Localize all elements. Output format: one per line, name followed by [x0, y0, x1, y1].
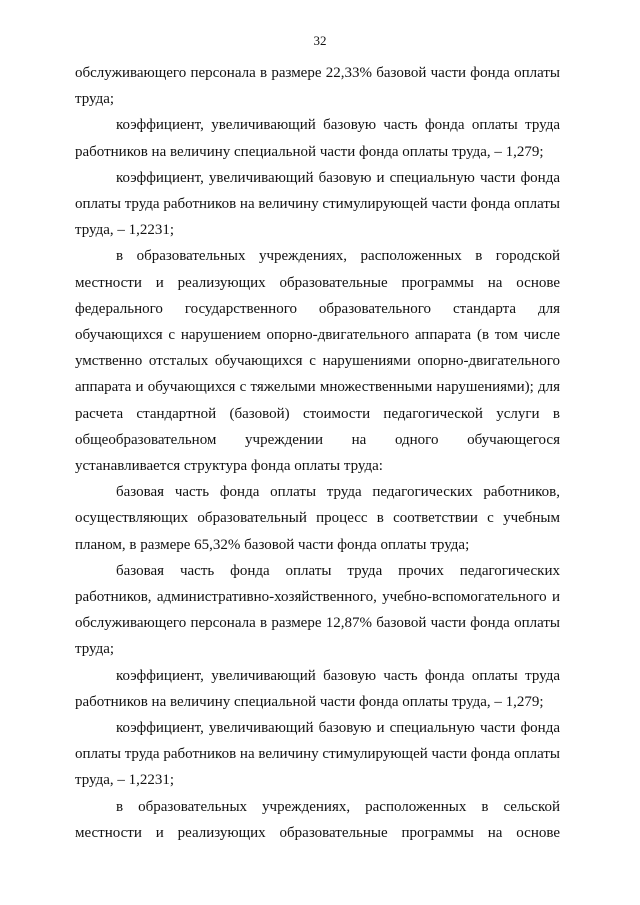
paragraph-special-coefficient: коэффициент, увеличивающий базовую часть фонда оплаты труда работников на величину специальной части фонда оплаты труда, – 1,279; [75, 117, 560, 160]
paragraph-rural-institutions: в образовательных учреждениях, расположенных в сельской местности и реализующих образовательные программы на основе [75, 798, 560, 841]
paragraph-incentive-coefficient: коэффициент, увеличивающий базовую и специальную части фонда оплаты труда работников на величину стимулирующей части фонда оплаты труда, – 1,2231; [75, 169, 560, 239]
paragraph-teaching-staff-share: базовая часть фонда оплаты труда педагогических работников, осуществляющих образовательный процесс в соответствии с учебным планом, в размере 65,32% базовой части фонда оплаты труда; [75, 484, 560, 553]
paragraph-other-staff-share: базовая часть фонда оплаты труда прочих педагогических работников, административно-хозяйственного, учебно-вспомогательного и обслуживающего персонала в размере 12,87% базовой части фонда оплаты труда; [75, 562, 560, 658]
paragraph-urban-institutions: в образовательных учреждениях, расположенных в городской местности и реализующих образовательные программы на основе федерального государственного образовательного стандарта для обучающихся с нарушением опорно-двигательного аппарата (в том числе умственно отсталых обучающихся с нарушениями опорно-двигательного аппарата и обучающихся с тяжелыми множественными нарушениями); для расчета стандартной (базовой) стоимости педагогической услуги в общеобразовательном учреждении на одного обучающегося устанавливается структура фонда оплаты труда: [75, 248, 560, 475]
body-text [75, 60, 560, 846]
paragraph-staff-share-continuation: обслуживающего персонала в размере 22,33% базовой части фонда оплаты труда; [75, 65, 560, 108]
paragraph-special-coefficient-2: коэффициент, увеличивающий базовую часть фонда оплаты труда работников на величину специальной части фонда оплаты труда, – 1,279; [75, 667, 560, 710]
page-number: 32 [313, 33, 327, 48]
paragraph-incentive-coefficient-2: коэффициент, увеличивающий базовую и специальную части фонда оплаты труда работников на величину стимулирующей части фонда оплаты труда, – 1,2231; [75, 720, 560, 789]
